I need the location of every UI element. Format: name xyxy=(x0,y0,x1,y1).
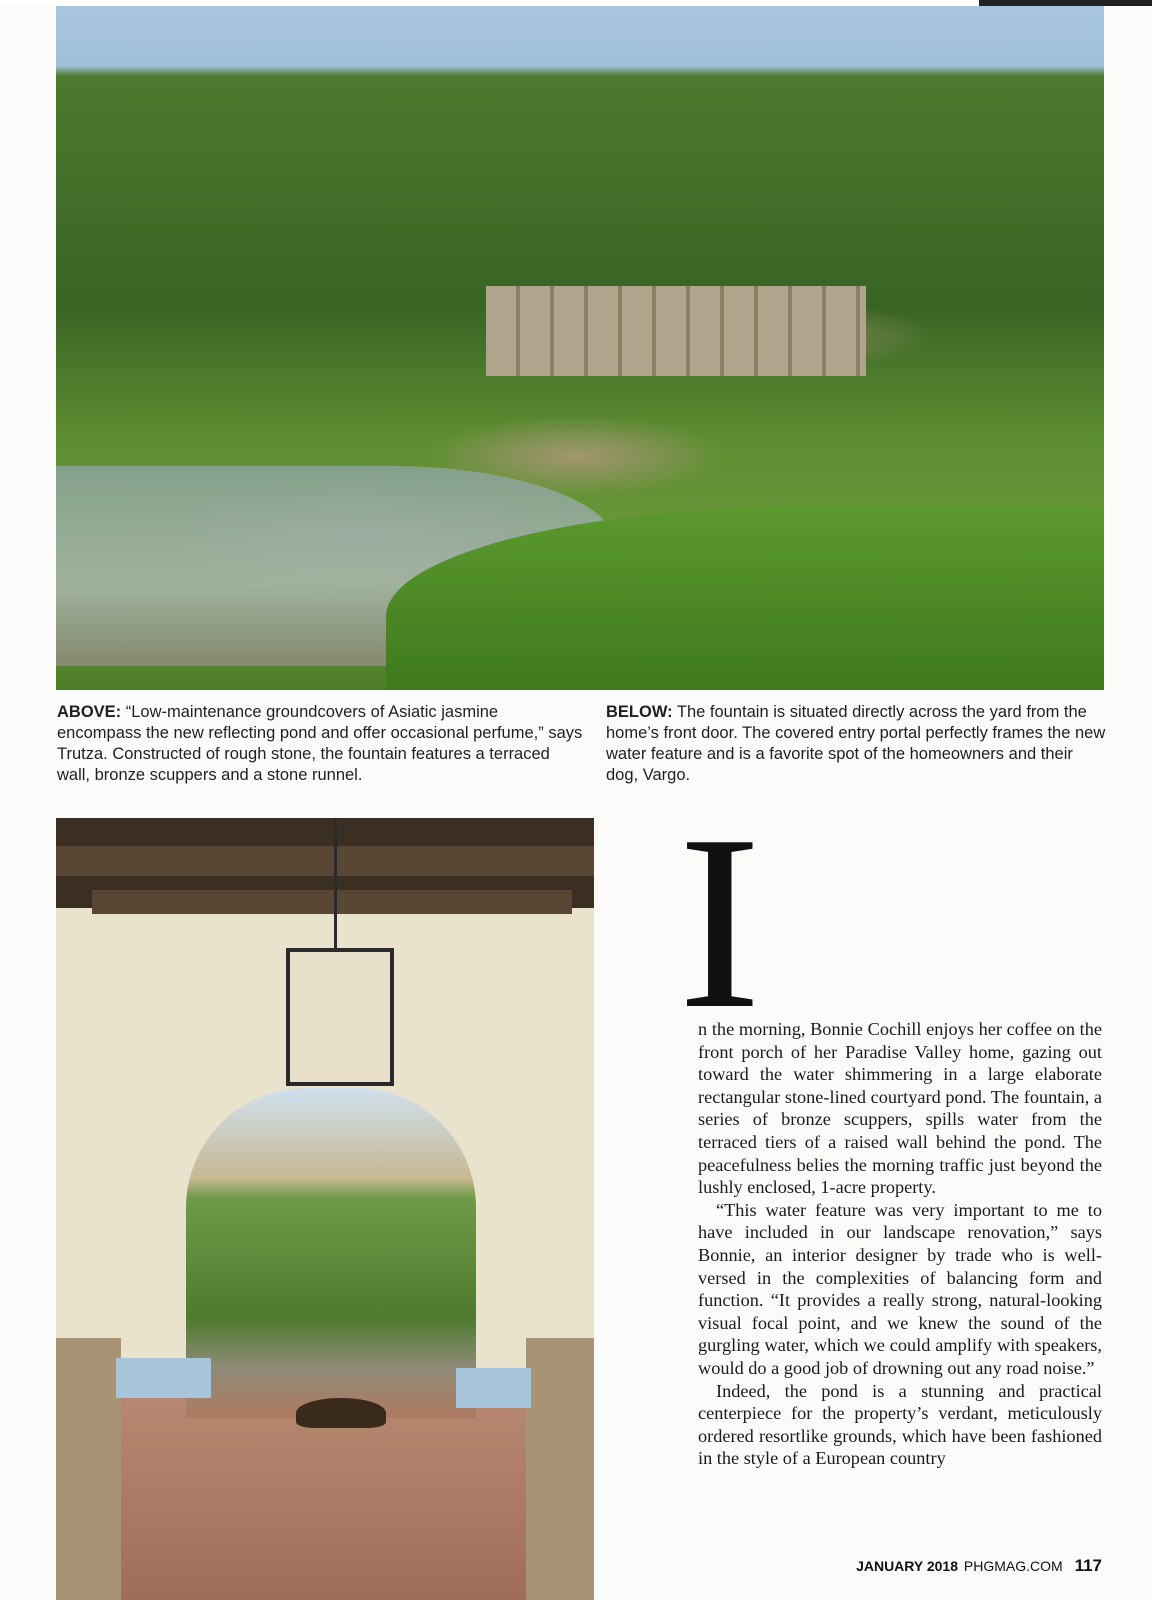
ceiling-beam xyxy=(92,890,572,914)
entry-portal-photo xyxy=(56,818,594,1600)
article-paragraph: “This water feature was very important to me to have included in our landscape renovation,” says Bonnie, an interior designer by trade who is well-versed in the complexities of balancing form and function. “It provides a really strong, natural-looking visual focal point, and we knew the sound of the gurgling water, which we could amplify with speakers, would do a good job of drowning out any road noise.” xyxy=(698,1199,1102,1378)
drop-cap: I xyxy=(678,784,762,1061)
ceiling-beam xyxy=(56,846,594,876)
bench xyxy=(116,1358,211,1398)
caption-below-label: BELOW: xyxy=(606,703,673,721)
article-paragraph: n the morning, Bonnie Cochill enjoys her coffee on the front porch of her Paradise Valley home, gazing out toward the water shimmering in a large elaborate rectangular stone-lined courtyard pond. The fountain, a series of bronze scuppers, spills water from the terraced tiers of a raised wall behind the pond. The peacefulness belies the morning traffic just beyond the lushly enclosed, 1-acre property. xyxy=(698,1019,1102,1198)
caption-above-label: ABOVE: xyxy=(57,703,122,721)
article-body xyxy=(698,1018,1102,1470)
issue-date: JANUARY 2018 xyxy=(856,1558,958,1574)
caption-below-text: The fountain is situated directly across the yard from the home’s front door. The covered entry portal perfectly frames the new water feature and is a favorite spot of the homeowners and their dog, Vargo. xyxy=(606,703,1106,784)
lantern xyxy=(286,948,394,1086)
lantern-chain xyxy=(334,818,337,948)
website: PHGMAG.COM xyxy=(963,1558,1063,1574)
page-number: 117 xyxy=(1074,1556,1102,1575)
courtyard-fountain-photo xyxy=(56,6,1104,690)
page-footer xyxy=(856,1556,1102,1576)
article-paragraph: Indeed, the pond is a stunning and practical centerpiece for the property’s verdant, meticulously ordered resortlike grounds, which have been fashioned in the style of a European country xyxy=(698,1380,1102,1469)
bench xyxy=(456,1368,531,1408)
caption-above xyxy=(57,702,587,786)
archway xyxy=(186,1088,476,1418)
caption-above-text: “Low-maintenance groundcovers of Asiatic jasmine encompass the new reflecting pond and offer occasional perfume,” says Trutza. Constructed of rough stone, the fountain features a terraced wall, bronze scuppers and a stone runnel. xyxy=(57,703,583,784)
pillar xyxy=(526,1338,594,1600)
dog xyxy=(296,1398,386,1428)
caption-below xyxy=(606,702,1106,786)
pillar xyxy=(56,1338,121,1600)
stone-wall xyxy=(486,286,866,376)
